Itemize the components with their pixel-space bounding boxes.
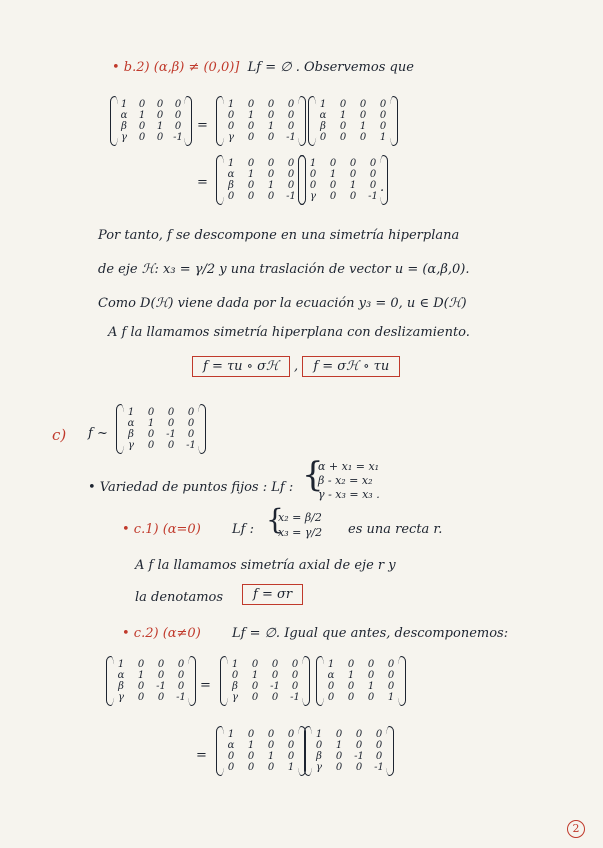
matrix-cell: 0 — [247, 99, 255, 110]
matrix-cell: 0 — [174, 121, 182, 132]
section-b2-condition: (α,β) ≠ (0,0)] — [153, 60, 240, 75]
matrix-cell: 0 — [247, 191, 255, 202]
matrix-cell: 0 — [147, 429, 155, 440]
matrix-cell: 0 — [287, 751, 295, 762]
matrix-cell: 0 — [156, 99, 164, 110]
matrix-cell: -1 — [286, 191, 296, 202]
matrix-cell: 0 — [177, 681, 185, 692]
matrix-cell: 0 — [309, 180, 317, 191]
matrix-cell: γ — [128, 440, 134, 451]
matrix-cell: β — [121, 121, 127, 132]
matrix-cell: 0 — [227, 191, 235, 202]
matrix-cell: 0 — [287, 110, 295, 121]
matrix-cell: 1 — [379, 132, 387, 143]
matrix-cell: 1 — [329, 169, 337, 180]
boxed-formula-c1: f = σr — [242, 584, 303, 605]
matrix-cell: 0 — [349, 169, 357, 180]
matrix-cell: -1 — [368, 191, 378, 202]
matrix-cell: 0 — [375, 751, 383, 762]
matrix-cell: 0 — [339, 132, 347, 143]
matrix-cell: 0 — [369, 169, 377, 180]
matrix-cell: 0 — [359, 110, 367, 121]
matrix-b2-d — [300, 155, 386, 205]
matrix-cell: α — [327, 670, 335, 681]
equals-sign: = — [197, 118, 208, 133]
matrix-cell: 1 — [247, 740, 255, 751]
matrix-cell: 0 — [247, 121, 255, 132]
matrix-cell: 0 — [291, 659, 299, 670]
matrix-c — [118, 404, 204, 454]
matrix-cell: 0 — [167, 440, 175, 451]
matrix-cell: 0 — [271, 692, 279, 703]
section-c-similar: f ~ — [88, 426, 108, 441]
matrix-cell: 0 — [327, 692, 335, 703]
matrix-cell: 1 — [267, 180, 275, 191]
matrix-cell: 1 — [267, 121, 275, 132]
matrix-cell: 0 — [387, 670, 395, 681]
matrix-cell: 0 — [187, 407, 195, 418]
matrix-cell: 0 — [251, 659, 259, 670]
matrix-cell: 1 — [247, 169, 255, 180]
matrix-b2-a — [218, 96, 304, 146]
matrix-cell: -1 — [186, 440, 196, 451]
matrix-cell: 0 — [271, 659, 279, 670]
matrix-cell: β — [128, 429, 134, 440]
matrix-cell: 0 — [349, 191, 357, 202]
matrix-b2-c — [218, 155, 304, 205]
matrix-cell: 0 — [347, 659, 355, 670]
matrix-cell: 0 — [267, 132, 275, 143]
matrix-cell: γ — [228, 132, 234, 143]
matrix-cell: 0 — [375, 740, 383, 751]
matrix-cell: 0 — [167, 407, 175, 418]
matrix-cell: -1 — [290, 692, 300, 703]
matrix-cell: -1 — [156, 681, 166, 692]
matrix-cell: γ — [121, 132, 127, 143]
matrix-c2-b — [318, 656, 404, 706]
matrix-cell: 0 — [291, 670, 299, 681]
matrix-cell: 0 — [247, 132, 255, 143]
matrix-cell: 0 — [156, 110, 164, 121]
section-c1-system — [278, 510, 322, 540]
matrix-cell: 1 — [387, 692, 395, 703]
matrix-cell: 0 — [187, 429, 195, 440]
matrix-cell: 1 — [359, 121, 367, 132]
matrix-cell: 1 — [315, 729, 323, 740]
matrix-cell: 0 — [147, 407, 155, 418]
matrix-cell: 0 — [379, 99, 387, 110]
text-b2-line1: Por tanto, f se descompone en una simetría hiperplana — [98, 228, 460, 243]
matrix-c2-lhs — [108, 656, 194, 706]
matrix-cell: 0 — [267, 191, 275, 202]
matrix-cell: α — [117, 670, 125, 681]
matrix-cell: 0 — [137, 659, 145, 670]
matrix-cell: 0 — [327, 681, 335, 692]
matrix-cell: 0 — [247, 180, 255, 191]
matrix-cell: 0 — [267, 110, 275, 121]
matrix-cell: 0 — [227, 110, 235, 121]
matrix-cell: 0 — [177, 670, 185, 681]
brace: { — [302, 455, 324, 495]
section-c1-lf: Lf : — [232, 522, 254, 537]
boxed-results-b2 — [192, 356, 400, 377]
matrix-cell: 1 — [247, 110, 255, 121]
matrix-cell: 1 — [347, 670, 355, 681]
matrix-cell: β — [118, 681, 124, 692]
matrix-cell: 0 — [267, 99, 275, 110]
boxed-formula-2: f = σℋ ∘ τu — [302, 356, 400, 377]
matrix-cell: 0 — [375, 729, 383, 740]
matrix-cell: 1 — [251, 670, 259, 681]
matrix-cell: α — [120, 110, 128, 121]
matrix-cell: 1 — [339, 110, 347, 121]
matrix-cell: 1 — [327, 659, 335, 670]
fixed-eq-1: α + x₁ = x₁ — [318, 460, 380, 473]
matrix-cell: 0 — [227, 121, 235, 132]
matrix-cell: 0 — [347, 692, 355, 703]
matrix-cell: 1 — [120, 99, 128, 110]
matrix-cell: 0 — [251, 681, 259, 692]
equals-sign: = — [200, 678, 211, 693]
matrix-cell: 1 — [227, 99, 235, 110]
text-b2-line2: de eje ℋ: x₃ = γ/2 y una traslación de vector u = (α,β,0). — [98, 262, 470, 277]
matrix-cell: 0 — [138, 121, 146, 132]
matrix-cell: γ — [310, 191, 316, 202]
matrix-cell: 0 — [267, 158, 275, 169]
matrix-cell: α — [227, 169, 235, 180]
matrix-cell: 0 — [267, 169, 275, 180]
matrix-cell: 0 — [367, 670, 375, 681]
matrix-cell: 0 — [367, 659, 375, 670]
matrix-cell: γ — [118, 692, 124, 703]
matrix-cell: 1 — [156, 121, 164, 132]
matrix-cell: 0 — [335, 729, 343, 740]
matrix-cell: 0 — [157, 659, 165, 670]
matrix-cell: 1 — [117, 659, 125, 670]
matrix-cell: 0 — [359, 99, 367, 110]
matrix-cell: β — [320, 121, 326, 132]
matrix-cell: 0 — [367, 692, 375, 703]
section-b2-label: • b.2) — [112, 60, 150, 75]
fixed-eq-2: β - x₂ = x₂ — [318, 474, 373, 487]
matrix-cell: γ — [316, 762, 322, 773]
matrix-cell: 0 — [287, 169, 295, 180]
equals-sign: = — [196, 748, 207, 763]
matrix-b2-lhs — [112, 96, 190, 146]
matrix-cell: 0 — [359, 132, 367, 143]
section-c1-line2: A f la llamamos simetría axial de eje r y — [135, 558, 396, 573]
brace: { — [266, 503, 284, 536]
equals-sign: = — [197, 175, 208, 190]
separator: , — [294, 359, 299, 374]
matrix-cell: γ — [232, 692, 238, 703]
matrix-cell: 0 — [287, 121, 295, 132]
matrix-cell: 0 — [387, 681, 395, 692]
matrix-cell: 1 — [127, 407, 135, 418]
matrix-cell: 0 — [157, 670, 165, 681]
matrix-cell: 1 — [335, 740, 343, 751]
matrix-cell: 0 — [227, 751, 235, 762]
matrix-cell: 1 — [367, 681, 375, 692]
matrix-cell: 0 — [138, 99, 146, 110]
matrix-cell: 1 — [309, 158, 317, 169]
matrix-cell: 0 — [247, 729, 255, 740]
matrix-cell: α — [319, 110, 327, 121]
c1-eq-1: x₂ = β/2 — [278, 511, 322, 524]
matrix-cell: -1 — [176, 692, 186, 703]
matrix-cell: 0 — [267, 762, 275, 773]
matrix-cell: 1 — [227, 729, 235, 740]
section-c-label: c) — [52, 426, 67, 444]
matrix-cell: 0 — [369, 158, 377, 169]
matrix-cell: 0 — [137, 692, 145, 703]
matrix-cell: β — [316, 751, 322, 762]
fixed-points-label: • Variedad de puntos fijos : Lf : — [88, 480, 294, 495]
matrix-cell: 0 — [319, 132, 327, 143]
matrix-cell: 0 — [335, 751, 343, 762]
period: . — [380, 180, 385, 195]
matrix-cell: 0 — [227, 762, 235, 773]
boxed-result-c1 — [242, 584, 303, 605]
matrix-cell: 0 — [174, 99, 182, 110]
matrix-cell: 1 — [349, 180, 357, 191]
matrix-cell: 1 — [147, 418, 155, 429]
matrix-cell: 0 — [156, 132, 164, 143]
boxed-formula-1: f = τu ∘ σℋ — [192, 356, 290, 377]
matrix-cell: 0 — [247, 158, 255, 169]
fixed-points-system — [318, 460, 380, 502]
matrix-cell: 1 — [231, 659, 239, 670]
matrix-cell: 0 — [267, 729, 275, 740]
matrix-cell: 0 — [287, 99, 295, 110]
matrix-cell: 0 — [339, 99, 347, 110]
text-b2-line4: A f la llamamos simetría hiperplana con deslizamiento. — [108, 325, 470, 340]
matrix-cell: 0 — [247, 762, 255, 773]
matrix-cell: 0 — [287, 158, 295, 169]
matrix-cell: 0 — [231, 670, 239, 681]
matrix-cell: α — [127, 418, 135, 429]
matrix-cell: 0 — [287, 740, 295, 751]
fixed-eq-3: γ - x₃ = x₃ . — [318, 488, 380, 501]
matrix-cell: 0 — [174, 110, 182, 121]
matrix-cell: 0 — [309, 169, 317, 180]
matrix-cell: -1 — [173, 132, 183, 143]
matrix-cell: 0 — [339, 121, 347, 132]
matrix-cell: 0 — [247, 751, 255, 762]
matrix-cell: 0 — [379, 121, 387, 132]
matrix-cell: 0 — [137, 681, 145, 692]
matrix-cell: β — [232, 681, 238, 692]
matrix-cell: 1 — [227, 158, 235, 169]
matrix-cell: β — [228, 180, 234, 191]
matrix-cell: 0 — [329, 191, 337, 202]
matrix-cell: 0 — [271, 670, 279, 681]
section-c1-text: es una recta r. — [348, 522, 443, 537]
matrix-cell: 0 — [138, 132, 146, 143]
matrix-cell: 0 — [187, 418, 195, 429]
matrix-cell: -1 — [354, 751, 364, 762]
matrix-cell: 0 — [167, 418, 175, 429]
matrix-cell: -1 — [270, 681, 280, 692]
matrix-cell: 0 — [291, 681, 299, 692]
matrix-cell: -1 — [166, 429, 176, 440]
section-c1-line3: la denotamos — [135, 590, 224, 605]
matrix-cell: 0 — [315, 740, 323, 751]
matrix-cell: 0 — [147, 440, 155, 451]
matrix-cell: 0 — [387, 659, 395, 670]
section-c2-statement: Lf = ∅. Igual que antes, descomponemos: — [232, 626, 509, 641]
matrix-cell: 0 — [369, 180, 377, 191]
matrix-cell: 0 — [335, 762, 343, 773]
matrix-cell: 0 — [329, 180, 337, 191]
matrix-cell: 0 — [349, 158, 357, 169]
matrix-cell: 0 — [355, 740, 363, 751]
matrix-c2-c — [218, 726, 304, 776]
matrix-c2-a — [222, 656, 308, 706]
matrix-b2-b — [310, 96, 396, 146]
matrix-cell: 0 — [355, 729, 363, 740]
page-number: 2 — [567, 820, 585, 838]
matrix-cell: 1 — [287, 762, 295, 773]
matrix-cell: 0 — [251, 692, 259, 703]
matrix-cell: 1 — [138, 110, 146, 121]
matrix-cell: 0 — [287, 729, 295, 740]
matrix-cell: 1 — [319, 99, 327, 110]
matrix-cell: 0 — [379, 110, 387, 121]
matrix-cell: -1 — [374, 762, 384, 773]
matrix-cell: 1 — [267, 751, 275, 762]
matrix-cell: 1 — [137, 670, 145, 681]
section-b2-statement: Lf = ∅ . Observemos que — [247, 60, 414, 75]
matrix-cell: 0 — [355, 762, 363, 773]
text-b2-line3: Como D(ℋ) viene dada por la ecuación y₃ = 0, u ∈ D(ℋ) — [98, 296, 467, 311]
matrix-cell: α — [227, 740, 235, 751]
c1-eq-2: x₃ = γ/2 — [278, 526, 323, 539]
matrix-cell: 0 — [157, 692, 165, 703]
matrix-cell: 0 — [347, 681, 355, 692]
matrix-cell: 0 — [177, 659, 185, 670]
section-b2-header — [112, 60, 414, 75]
section-c2-label: • c.2) (α≠0) — [122, 626, 201, 641]
matrix-c2-d — [306, 726, 392, 776]
section-c1-label: • c.1) (α=0) — [122, 522, 201, 537]
matrix-cell: -1 — [286, 132, 296, 143]
matrix-cell: 0 — [287, 180, 295, 191]
matrix-cell: 0 — [267, 740, 275, 751]
matrix-cell: 0 — [329, 158, 337, 169]
